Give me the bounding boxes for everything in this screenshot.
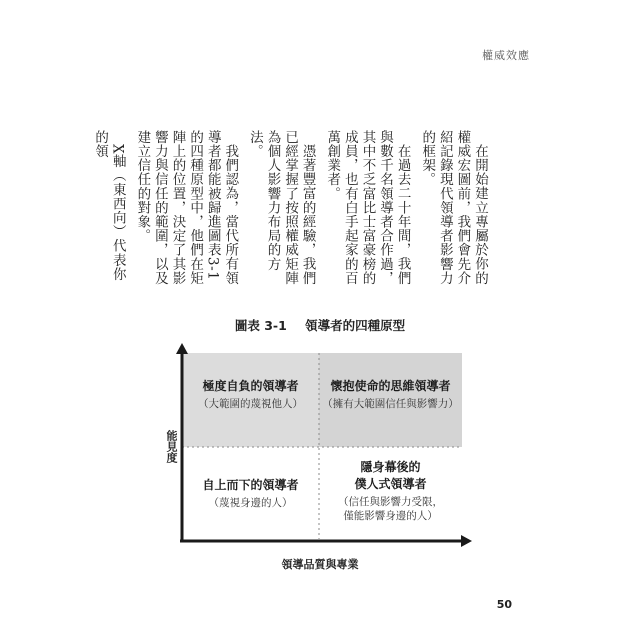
quadrant-top-left bbox=[182, 378, 319, 411]
quadrant-bottom-left bbox=[182, 477, 319, 510]
figure-caption bbox=[0, 316, 640, 334]
quadrant-bottom-right bbox=[319, 459, 462, 523]
x-axis-label: 領導品質與專業 bbox=[281, 558, 359, 571]
quadrant-title-line: 隱身幕後的 bbox=[360, 460, 421, 474]
quadrant-description: （大範圍的蔑視他人） bbox=[198, 398, 303, 410]
paragraph: 我們認為，當代所有領導者都能被歸進圖表3-1的四種原型中，他們在矩陣上的位置，決定了其影響力與信任的範圍，以及建立信任的對象。 bbox=[134, 130, 239, 286]
paragraph: X軸（東西向）代表你的領 bbox=[92, 130, 126, 281]
quadrant-description: （擁有大範圍信任與影響力） bbox=[322, 398, 459, 410]
quadrant-description-line: （信任與影響力受限， bbox=[338, 496, 443, 508]
quadrant-title: 懷抱使命的思維領導者 bbox=[330, 379, 451, 393]
quadrant-description: （蔑視身邊的人） bbox=[208, 497, 293, 509]
y-axis-label: 能見度 bbox=[165, 430, 178, 463]
quadrant-title: 極度自負的領導者 bbox=[202, 379, 299, 393]
page-number: 50 bbox=[496, 598, 512, 611]
paragraph: 在開始建立專屬於你的權威宏圖前，我們會先介紹記錄現代領導者影響力的框架。 bbox=[419, 130, 488, 286]
paragraph: 在過去二十年間，我們與數千名領導者合作過，其中不乏富比士富豪榜的成員，也有白手起家的百萬創業者。 bbox=[324, 130, 411, 286]
running-header: 權威效應 bbox=[482, 49, 530, 62]
vertical-body-text bbox=[92, 130, 495, 290]
x-axis-arrowhead bbox=[461, 535, 472, 547]
quadrant-title: 自上而下的領導者 bbox=[202, 478, 299, 492]
quadrant-top-right bbox=[319, 378, 462, 411]
figure-label: 圖表 3-1 bbox=[234, 318, 287, 333]
paragraph: 憑著豐富的經驗，我們已經掌握了按照權威矩陣為個人影響力布局的方法。 bbox=[246, 130, 316, 286]
quadrant-description-line: 僅能影響身邊的人） bbox=[343, 510, 438, 522]
quadrant-title-line: 僕人式領導者 bbox=[354, 477, 427, 491]
figure-title: 領導者的四種原型 bbox=[305, 318, 406, 333]
y-axis-arrowhead bbox=[176, 343, 188, 354]
